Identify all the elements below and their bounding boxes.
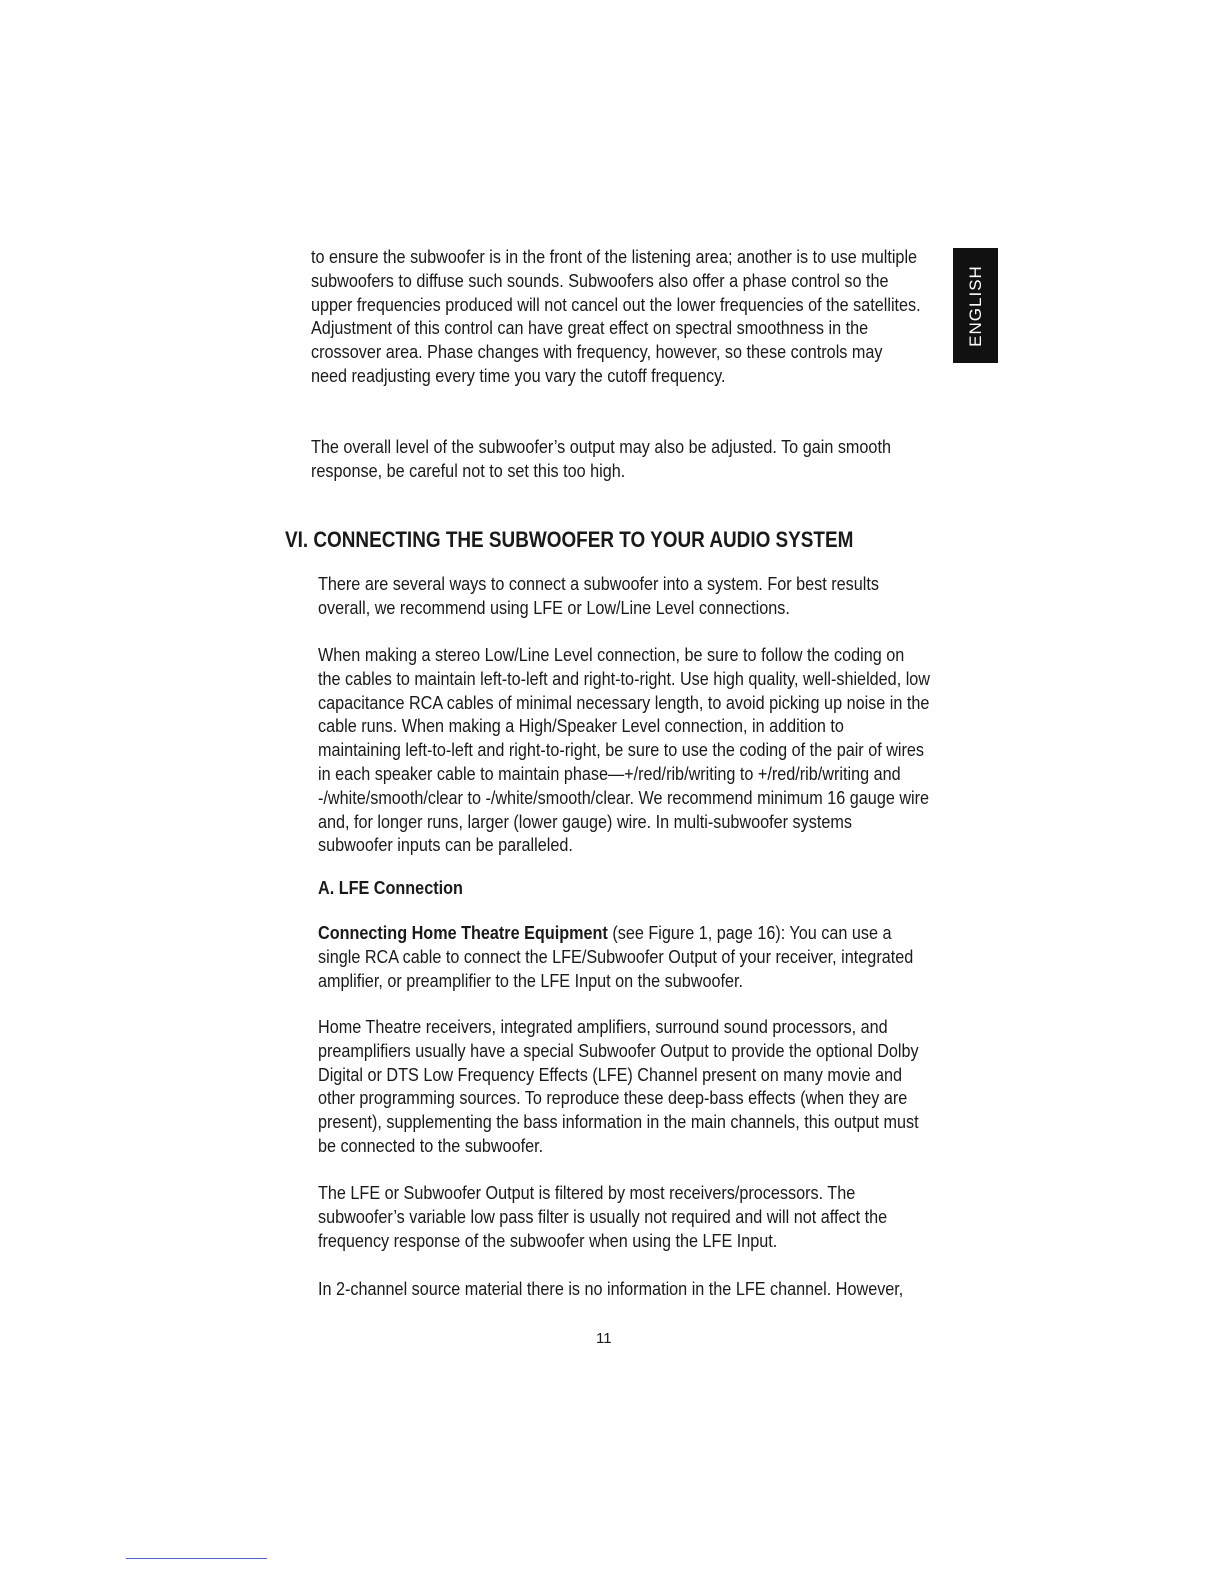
section-paragraph-5: The LFE or Subwoofer Output is filtered by most receivers/processors. The subwoofer’s variable low pass filter is usually not required and will not affect the frequency response of the subwoofer when using the LFE Input. (318, 1183, 888, 1251)
lfe-subheading: A. LFE Connection (318, 878, 463, 898)
section-paragraph-1: There are several ways to connect a subwoofer into a system. For best results overall, we recommend using LFE or Low/Line Level connections. (318, 574, 879, 618)
section-paragraph-4: Home Theatre receivers, integrated amplifiers, surround sound processors, and preamplifiers usually have a special Subwoofer Output to provide the optional Dolby Digital or DTS Low Frequency Effects (LFE) Channel present on many movie and other programming sources. To reproduce these deep-bass effects (when they are present), supplementing the bass information in the main channels, this output must be connected to the subwoofer. (318, 1017, 919, 1156)
section-paragraph-6: In 2-channel source material there is no information in the LFE channel. However, (318, 1279, 904, 1299)
section-heading: VI. CONNECTING THE SUBWOOFER TO YOUR AUDIO SYSTEM (285, 527, 854, 552)
page-number: 11 (596, 1330, 612, 1347)
intro-paragraph-2: The overall level of the subwoofer’s output may also be adjusted. To gain smooth response, be careful not to set this too high. (311, 437, 891, 481)
language-tab-label: ENGLISH (965, 264, 985, 347)
section-paragraph-2: When making a stereo Low/Line Level connection, be sure to follow the coding on the cables to maintain left-to-left and right-to-right. Use high quality, well-shielded, low capacitance RCA cables of minimal necessary length, to avoid picking up noise in the cable runs. When making a High/Speaker Level connection, in addition to maintaining left-to-left and right-to-right, be sure to use the coding of the pair of wires in each speaker cable to maintain phase—+/red/rib/writing to +/red/rib/writing and -/white/smooth/clear to -/white/smooth/clear. We recommend minimum 16 gauge wire and, for longer runs, larger (lower gauge) wire. In multi-subwoofer systems subwoofer inputs can be paralleled. (318, 645, 931, 856)
home-theatre-lead: Connecting Home Theatre Equipment (318, 923, 608, 943)
intro-paragraph-1: to ensure the subwoofer is in the front of the listening area; another is to use multiple subwoofers to diffuse such sounds. Subwoofers also offer a phase control so the upper frequencies produced will not cancel out the lower frequencies of the satellites. Adjustment of this control can have great effect on spectral smoothness in the crossover area. Phase changes with frequency, however, so these controls may need readjusting every time you vary the cutoff frequency. (311, 247, 921, 386)
language-tab (953, 248, 998, 363)
section-paragraph-3 (318, 922, 930, 993)
home-theatre-text: (see Figure 1, page 16): You can use a single RCA cable to connect the LFE/Subwoofer Output of your receiver, integrated amplifier, or preamplifier to the LFE Input on the subwoofer. (318, 923, 914, 991)
footer-rule (126, 1558, 267, 1559)
